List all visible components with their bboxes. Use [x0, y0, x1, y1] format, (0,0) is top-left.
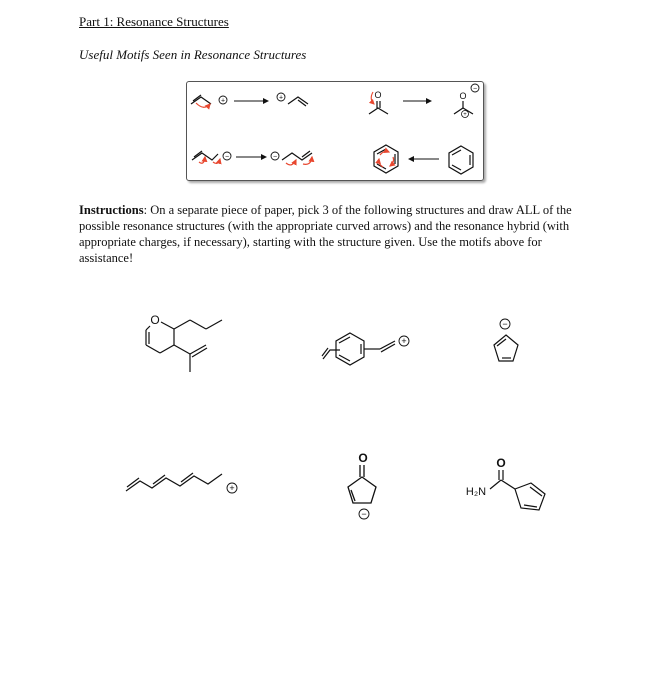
svg-text:−: −: [361, 509, 367, 519]
svg-text:+: +: [229, 483, 235, 493]
svg-text:O: O: [150, 313, 160, 327]
structure-triene-cation: [126, 473, 222, 491]
structure-cyclopentadienyl-amide: [466, 456, 545, 510]
svg-text:−: −: [224, 153, 230, 161]
svg-text:O: O: [358, 451, 368, 465]
svg-text:O: O: [374, 90, 382, 100]
instructions-text: : On a separate piece of paper, pick 3 of the following structures and draw ALL of the possible resonance structures (with the appropriate curved arrows) and the resonance hybrid (with appropriate charges, if necessary), starting with the structure given. Use the motifs above for assistance!: [79, 203, 572, 265]
svg-text:+: +: [220, 97, 226, 105]
structure-cyclopentenone-anion: [348, 451, 376, 519]
motif-allyl-cation-right: [288, 97, 308, 106]
minus-charge-icon: [223, 152, 231, 161]
plus-charge-icon: [227, 483, 237, 493]
svg-text:O: O: [459, 91, 467, 101]
motif-benzene-left: [374, 145, 398, 173]
minus-charge-icon: [271, 152, 279, 161]
svg-text:−: −: [502, 319, 508, 329]
svg-text:+: +: [278, 94, 284, 102]
svg-text:−: −: [472, 85, 478, 93]
plus-charge-icon: [219, 96, 227, 105]
structure-dihydropyran: [146, 313, 222, 372]
page-title: Part 1: Resonance Structures: [79, 14, 229, 29]
structure-styrene-cation: [322, 333, 395, 365]
svg-text:H₂N: H₂N: [465, 486, 487, 498]
motif-carbonyl-left: [369, 90, 388, 114]
section-subtitle: Useful Motifs Seen in Resonance Structures: [79, 47, 307, 62]
svg-text:+: +: [401, 336, 407, 346]
svg-text:O: O: [496, 456, 506, 470]
minus-charge-icon: [500, 319, 510, 329]
instructions-label: Instructions: [79, 203, 144, 217]
motif-allyl-anion-right: [282, 151, 312, 165]
structure-cyclopentadienyl-anion: [494, 335, 518, 361]
plus-charge-icon: [399, 336, 409, 346]
motif-allyl-cation-left: [191, 95, 211, 107]
svg-text:+: +: [463, 112, 467, 118]
motif-allyl-anion-left: [192, 151, 220, 163]
motif-carbonyl-right: [454, 84, 479, 118]
motif-benzene-right: [449, 146, 473, 174]
svg-text:−: −: [272, 153, 278, 161]
plus-charge-icon: [277, 93, 285, 102]
